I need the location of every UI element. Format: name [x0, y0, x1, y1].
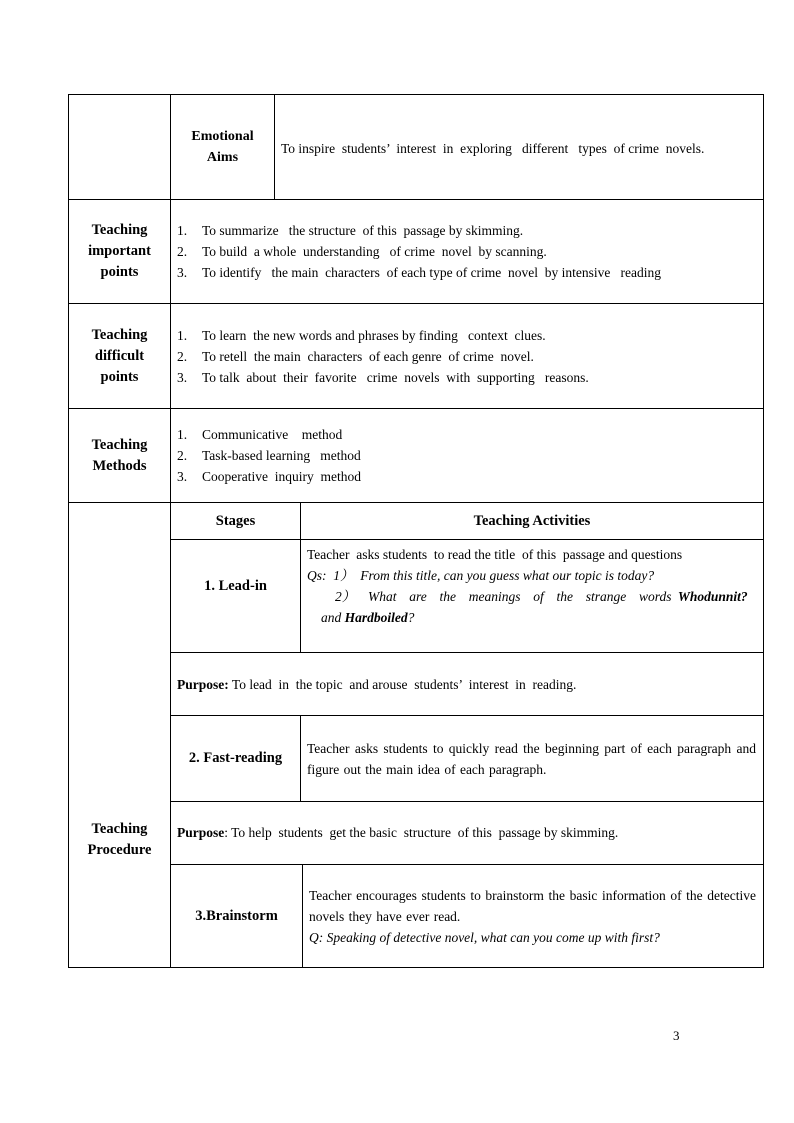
list-number: 3.: [177, 469, 188, 484]
label-line: Teaching: [91, 326, 148, 343]
activity-line: Teacher asks students to read the title of this passage and questions: [307, 547, 683, 562]
list-text: Task-based learning method: [202, 448, 361, 463]
label-line: points: [100, 264, 139, 280]
brainstorm-stage: [171, 865, 302, 967]
list-text: To learn the new words and phrases by finding context clues.: [202, 328, 546, 343]
table-border: [170, 652, 764, 653]
list-item: [177, 262, 761, 283]
question-text: and: [321, 610, 342, 625]
leadin-stage: [171, 540, 300, 632]
table-border: [302, 864, 303, 968]
fast-reading-purpose: [177, 822, 761, 843]
leadin-activity: [307, 544, 759, 628]
brainstorm-activity: [309, 885, 756, 948]
label-line: Procedure: [87, 842, 152, 858]
label-line: Teaching: [91, 222, 148, 238]
label-line: Teaching: [91, 436, 148, 453]
list-item: [177, 241, 761, 262]
label-line: points: [100, 368, 139, 385]
list-text: To retell the main characters of each genre of crime novel.: [202, 349, 534, 364]
question-2-cont: [307, 607, 759, 628]
list-number: 2.: [177, 349, 188, 364]
activities-header: [301, 503, 763, 539]
question-keyword: Hardboiled: [344, 610, 408, 625]
list-item: [177, 325, 761, 346]
list-item: [177, 220, 761, 241]
list-number: 2.: [177, 244, 188, 259]
stage-text: 1. Lead-in: [204, 577, 267, 594]
methods-list: [177, 424, 761, 487]
label-line: Teaching: [91, 821, 148, 837]
methods-label: [69, 409, 170, 502]
question-text: Q: Speaking of detective novel, what can you come up with first?: [309, 930, 660, 945]
list-number: 3.: [177, 265, 188, 280]
label-line: Aims: [206, 150, 239, 165]
label-line: important: [88, 243, 151, 259]
list-item: [177, 367, 761, 388]
question-prefix: 2）: [335, 589, 356, 604]
stage-text: 3.Brainstorm: [195, 907, 278, 924]
table-border: [68, 408, 764, 409]
list-number: 3.: [177, 370, 188, 385]
question-text: ?: [407, 610, 415, 625]
list-text: To summarize the structure of this passage by skimming.: [202, 223, 524, 238]
label-line: Emotional: [191, 129, 254, 144]
emotional-aims-label: [171, 95, 274, 199]
important-points-list: [177, 220, 761, 283]
table-border: [68, 303, 764, 304]
question-text: What are the meanings of the strange words: [368, 589, 672, 604]
activity-text: Teacher asks students to quickly read the beginning part of each paragraph and figure out the main idea of each paragraph.: [307, 741, 756, 777]
label-line: Methods: [92, 457, 147, 474]
list-number: 1.: [177, 328, 188, 343]
table-border: [68, 967, 764, 968]
question-1: [307, 565, 759, 586]
list-number: 2.: [177, 448, 188, 463]
emotional-aims-sentence: To inspire students’ interest in exploring different types of crime novels.: [281, 141, 705, 156]
question-2: [307, 586, 759, 607]
fast-reading-activity: [307, 738, 756, 780]
question-text: From this title, can you guess what our topic is today?: [360, 568, 655, 583]
list-item: [177, 424, 761, 445]
procedure-label: [69, 503, 170, 967]
difficult-points-label: [69, 304, 170, 408]
emotional-aims-text: [281, 138, 761, 159]
list-item: [177, 466, 761, 487]
list-number: 1.: [177, 223, 188, 238]
difficult-points-list: [177, 325, 761, 388]
purpose-text: To lead in the topic and arouse students’ interest in reading.: [231, 677, 577, 692]
list-number: 1.: [177, 427, 188, 442]
header-text: Teaching Activities: [473, 512, 591, 529]
header-text: Stages: [215, 512, 256, 529]
list-item: [177, 445, 761, 466]
table-border: [68, 199, 764, 200]
table-border: [274, 94, 275, 199]
stage-text: 2. Fast-reading: [188, 750, 283, 766]
page-number: 3: [673, 1028, 680, 1043]
question-keyword: Whodunnit?: [677, 589, 748, 604]
table-border: [170, 801, 764, 802]
list-item: [177, 346, 761, 367]
list-text: Cooperative inquiry method: [202, 469, 361, 484]
important-points-label: [69, 200, 170, 303]
activity-text: Teacher encourages students to brainstorm the basic information of the detective novels they have ever read.: [309, 888, 756, 924]
list-text: To talk about their favorite crime novels with supporting reasons.: [202, 370, 589, 385]
purpose-text: : To help students get the basic structure of this passage by skimming.: [224, 825, 619, 840]
purpose-label: Purpose: [177, 825, 225, 840]
list-text: Communicative method: [202, 427, 343, 442]
list-text: To build a whole understanding of crime novel by scanning.: [202, 244, 547, 259]
question-prefix: Qs: 1）: [307, 568, 354, 583]
label-line: difficult: [94, 347, 145, 364]
table-border: [763, 94, 764, 968]
fast-reading-stage: [171, 716, 300, 801]
table-border: [300, 715, 301, 801]
stages-header: [171, 503, 300, 539]
list-text: To identify the main characters of each type of crime novel by intensive reading: [202, 265, 662, 280]
purpose-label: Purpose:: [177, 677, 229, 692]
leadin-purpose: [177, 674, 761, 695]
